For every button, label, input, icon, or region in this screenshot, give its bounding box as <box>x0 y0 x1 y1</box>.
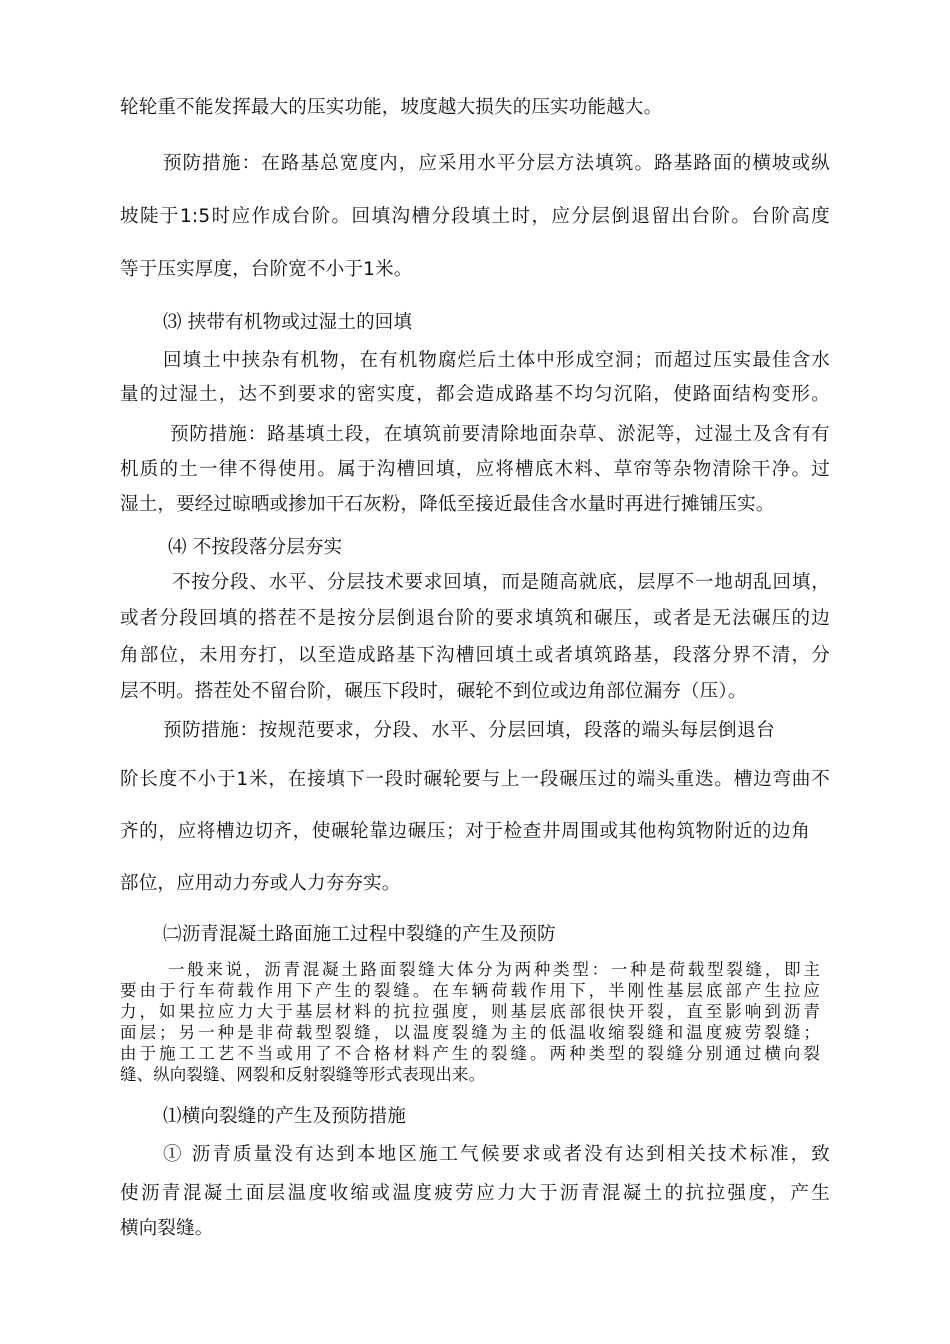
text-line: 缝、纵向裂缝、网裂和反射裂缝等形式表现出来。 <box>120 1065 486 1084</box>
text-line: 部位，应用动力夯或人力夯夯实。 <box>120 873 401 894</box>
section-heading: ⑷ 不按段落分层夯实 <box>168 537 343 558</box>
text-line: 一般来说，沥青混凝土路面裂缝大体分为两种类型：一种是荷载型裂缝，即主 <box>168 960 820 979</box>
text-line: 量的过湿土，达不到要求的密实度，都会造成路基不均匀沉陷，使路面结构变形。 <box>120 384 830 405</box>
text-line: 回填土中挟杂有机物，在有机物腐烂后土体中形成空洞；而超过压实最佳含水 <box>163 350 830 371</box>
text-line: 轮轮重不能发挥最大的压实功能，坡度越大损失的压实功能越大。 <box>120 97 663 118</box>
text-line: 层不明。搭茬处不留台阶，碾压下段时，碾轮不到位或边角部位漏夯（压）。 <box>120 681 747 702</box>
text-line: 坡陡于1:5时应作成台阶。回填沟槽分段填土时，应分层倒退留出台阶。台阶高度 <box>120 206 830 227</box>
text-line: 或者分段回填的搭茬不是按分层倒退台阶的要求填筑和碾压，或者是无法碾压的边 <box>120 608 830 629</box>
text-line: 湿土，要经过晾晒或掺加干石灰粉，降低至接近最佳含水量时再进行摊铺压实。 <box>120 494 775 515</box>
text-line: 等于压实厚度，台阶宽不小于1米。 <box>120 259 413 280</box>
prevention-paragraph-line: 预防措施：路基填土段，在填筑前要清除地面杂草、淤泥等，过湿土及含有有 <box>170 424 830 445</box>
text-line: 面层；另一种是非荷载型裂缝，以温度裂缝为主的低温收缩裂缝和温度疲劳裂缝； <box>120 1023 820 1042</box>
text-line: 角部位，未用夯打，以至造成路基下沟槽回填土或者填筑路基，段落分界不清，分 <box>120 645 830 666</box>
text-line: 不按分段、水平、分层技术要求回填，而是随高就底，层厚不一地胡乱回填， <box>172 572 830 593</box>
text-line: 机质的土一律不得使用。属于沟槽回填，应将槽底木料、草帘等杂物清除干净。过 <box>120 459 830 480</box>
text-line: 使沥青混凝土面层温度收缩或温度疲劳应力大于沥青混凝土的抗拉强度，产生 <box>120 1183 830 1204</box>
text-line: 要由于行车荷载作用下产生的裂缝。在车辆荷载作用下，半刚性基层底部产生拉应 <box>120 981 820 1000</box>
text-line: ① 沥青质量没有达到本地区施工气候要求或者没有达到相关技术标准，致 <box>163 1144 830 1165</box>
prevention-paragraph-line: 预防措施：在路基总宽度内，应采用水平分层方法填筑。路基路面的横坡或纵 <box>163 153 830 174</box>
text-line: 阶长度不小于1米，在接填下一段时碾轮要与上一段碾压过的端头重迭。槽边弯曲不 <box>120 769 830 790</box>
text-line: 由于施工工艺不当或用了不合格材料产生的裂缝。两种类型的裂缝分别通过横向裂 <box>120 1044 820 1063</box>
text-line: 力，如果拉应力大于基层材料的抗拉强度，则基层底部很快开裂，直至影响到沥青 <box>120 1002 820 1021</box>
section-heading: ㈡沥青混凝土路面施工过程中裂缝的产生及预防 <box>163 924 556 945</box>
prevention-paragraph-line: 预防措施：按规范要求，分段、水平、分层回填，段落的端头每层倒退台 <box>163 720 775 741</box>
section-heading: ⑴横向裂缝的产生及预防措施 <box>163 1106 407 1127</box>
text-line: 横向裂缝。 <box>120 1218 214 1239</box>
text-line: 齐的，应将槽边切齐，使碾轮靠边碾压；对于检查井周围或其他构筑物附近的边角 <box>120 821 810 842</box>
section-heading: ⑶ 挟带有机物或过湿土的回填 <box>163 312 413 333</box>
